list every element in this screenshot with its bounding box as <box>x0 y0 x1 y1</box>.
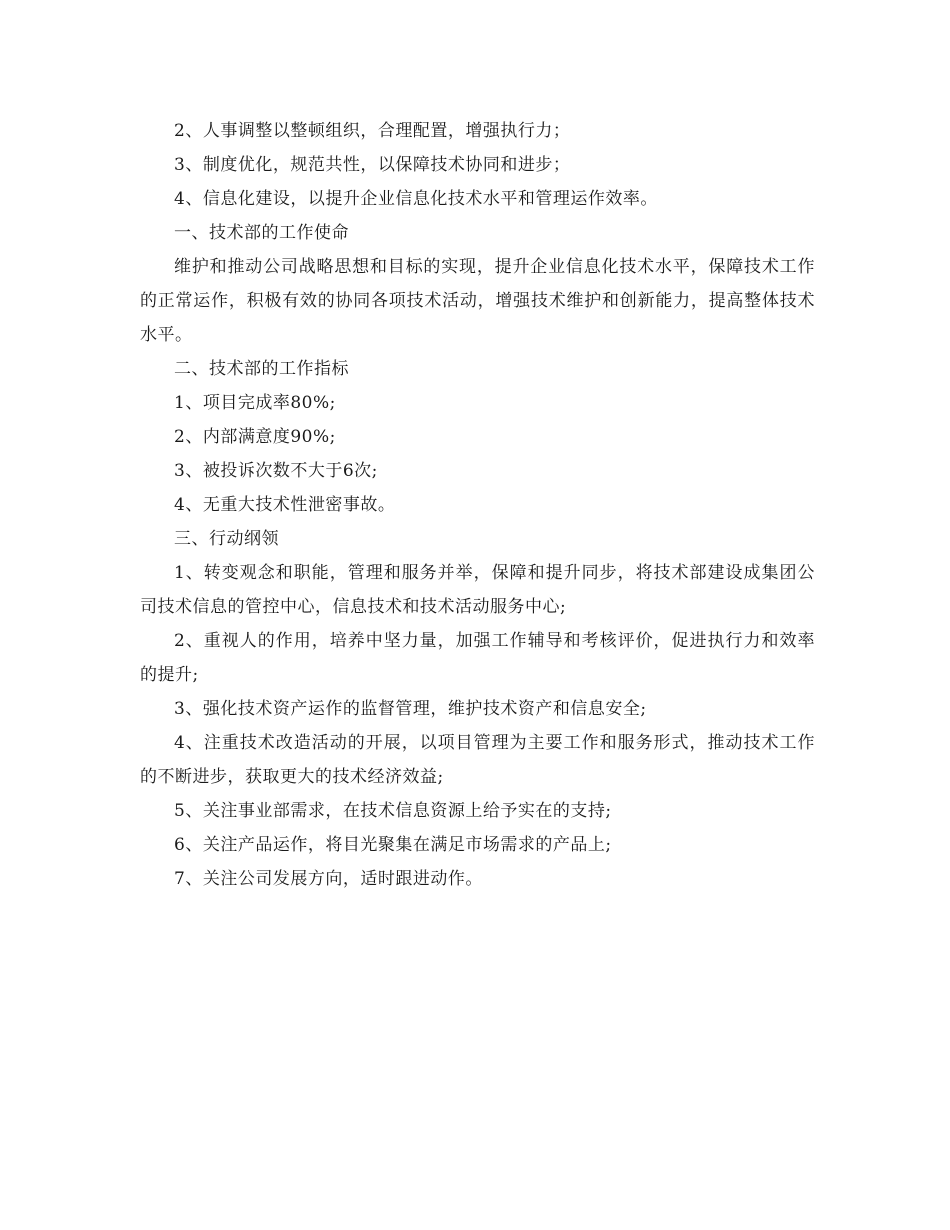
list-item: 5、关注事业部需求，在技术信息资源上给予实在的支持; <box>174 801 612 821</box>
list-item: 4、注重技术改造活动的开展，以项目管理为主要工作和服务形式，推动技术工作的不断进步，获取更大的技术经济效益; <box>140 733 815 787</box>
paragraph-item: 4、信息化建设，以提升企业信息化技术水平和管理运作效率。 <box>174 189 658 209</box>
section-heading: 二、技术部的工作指标 <box>174 359 349 379</box>
list-item: 4、无重大技术性泄密事故。 <box>174 495 396 515</box>
list-item: 2、内部满意度90%; <box>174 427 336 447</box>
list-item: 1、项目完成率80%; <box>174 393 336 413</box>
paragraph-item: 维护和推动公司战略思想和目标的实现，提升企业信息化技术水平，保障技术工作的正常运作，积极有效的协同各项技术活动，增强技术维护和创新能力，提高整体技术水平。 <box>140 257 815 345</box>
list-item: 1、转变观念和职能，管理和服务并举，保障和提升同步，将技术部建设成集团公司技术信息的管控中心，信息技术和技术活动服务中心; <box>140 563 815 617</box>
section-heading: 一、技术部的工作使命 <box>174 223 349 243</box>
list-item: 7、关注公司发展方向，适时跟进动作。 <box>174 869 483 889</box>
document-body <box>140 114 815 896</box>
list-item: 3、被投诉次数不大于6次; <box>174 461 378 481</box>
list-item: 3、强化技术资产运作的监督管理，维护技术资产和信息安全; <box>174 699 647 719</box>
section-heading: 三、行动纲领 <box>174 529 279 549</box>
list-item: 6、关注产品运作，将目光聚集在满足市场需求的产品上; <box>174 835 612 855</box>
paragraph-item: 2、人事调整以整顿组织，合理配置，增强执行力； <box>174 121 571 141</box>
paragraph-item: 3、制度优化，规范共性，以保障技术协同和进步； <box>174 155 571 175</box>
list-item: 2、重视人的作用，培养中坚力量，加强工作辅导和考核评价，促进执行力和效率的提升; <box>140 631 815 685</box>
